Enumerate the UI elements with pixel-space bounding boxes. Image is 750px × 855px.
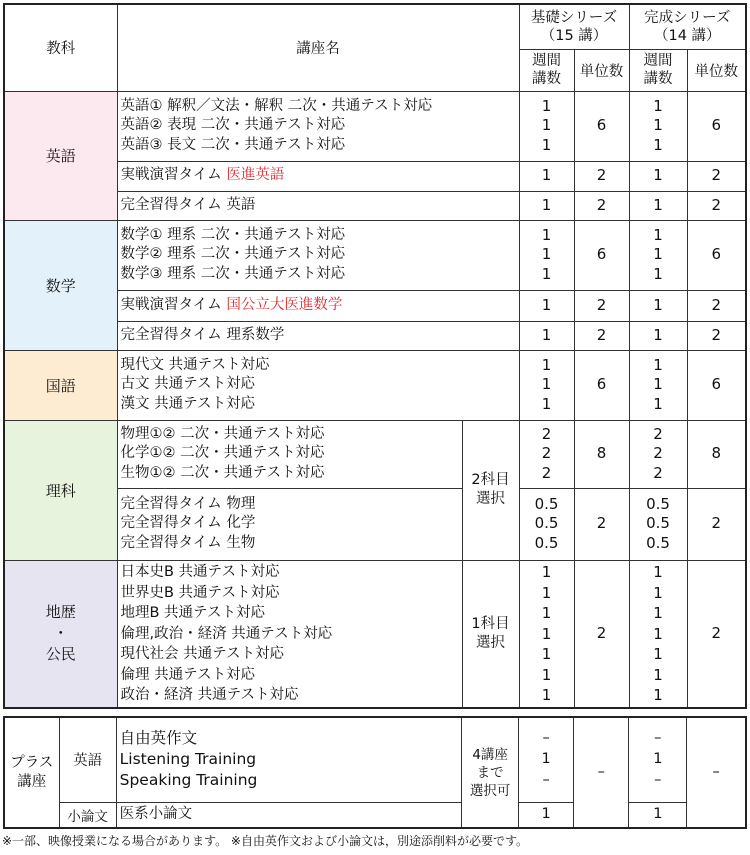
course-name: 化学①② 二次・共通テスト対応 [120,445,325,462]
weekly-count: 2 2 2 [629,420,687,488]
unit-count: 6 [574,91,629,161]
header-subject: 教科 [4,4,117,91]
unit-count: 2 [574,161,629,191]
weekly-count: – 1 – [519,717,574,802]
course-name: 完全習得タイム 化学 [120,515,256,532]
weekly-count: 1 1 1 [629,350,687,420]
unit-count: 2 [574,560,629,708]
weekly-count: 1 [629,161,687,191]
japanese-courses [117,350,519,420]
english-kanzen: 完全習得タイム 英語 [117,191,519,220]
unit-count: 6 [574,220,629,290]
plus-course-table [3,716,747,829]
english-courses [117,91,519,161]
course-name: 漢文 共通テスト対応 [120,395,256,412]
weekly-count: – 1 – [629,717,687,802]
course-name: 数学② 理系 二次・共通テスト対応 [120,246,346,263]
weekly-count: 1 1 1 [519,91,574,161]
subject-math: 数学 [4,220,117,350]
unit-count: 2 [687,191,746,220]
unit-count: – [687,717,746,828]
subject-social: 地歴 ・ 公民 [4,560,117,708]
subject-japanese: 国語 [4,350,117,420]
weekly-count: 2 2 2 [519,420,574,488]
unit-count: 2 [574,290,629,321]
weekly-count: 1 [629,802,687,828]
weekly-count: 1 [519,321,574,350]
math-courses [117,220,519,290]
unit-count: 6 [687,220,746,290]
header-complete-series: 完成シリーズ （14 講） [629,4,746,49]
unit-count: 6 [574,350,629,420]
unit-count: 2 [574,321,629,350]
selection-rule: 4講座 まで 選択可 [462,717,519,828]
weekly-count: 1 1 1 [519,350,574,420]
unit-count: 2 [687,488,746,560]
unit-count: 2 [687,161,746,191]
course-name: 完全習得タイム 生物 [120,534,256,551]
unit-count: 2 [687,321,746,350]
plus-essay-course: 医系小論文 [116,802,461,828]
course-name: 英語② 表現 二次・共通テスト対応 [120,117,346,134]
weekly-count: 1 [629,290,687,321]
course-name: 物理①② 二次・共通テスト対応 [120,425,325,442]
weekly-count: 0.5 0.5 0.5 [629,488,687,560]
unit-count: 2 [574,191,629,220]
unit-count: 6 [687,350,746,420]
highlight-text: 医進英語 [226,167,285,184]
course-name: 生物①② 二次・共通テスト対応 [120,464,325,481]
science-kanzen [117,488,462,560]
unit-count: 8 [687,420,746,488]
plus-english-label: 英語 [59,717,116,802]
plus-essay-label: 小論文 [59,802,116,828]
weekly-count: 1 1 1 [519,220,574,290]
social-courses: 日本史B 共通テスト対応 世界史B 共通テスト対応 地理B 共通テスト対応 倫理,政治・経済 共通テスト対応 現代社会 共通テスト対応 倫理 共通テスト対応 政治・経済 共通テスト対応 [117,560,462,708]
unit-count: 2 [687,560,746,708]
header-units: 単位数 [574,49,629,91]
subject-english: 英語 [4,91,117,220]
subject-science: 理科 [4,420,117,560]
header-units: 単位数 [687,49,746,91]
header-weekly: 週間 講数 [629,49,687,91]
unit-count: 2 [574,488,629,560]
science-courses [117,420,462,488]
header-course: 講座名 [117,4,519,91]
weekly-count: 1 1 1 1 1 1 1 [629,560,687,708]
course-name: 英語③ 長文 二次・共通テスト対応 [120,136,346,153]
header-basic-series: 基礎シリーズ （15 講） [519,4,629,49]
selection-rule: 2科目 選択 [462,420,519,560]
unit-count: 8 [574,420,629,488]
plus-label: プラス 講座 [4,717,59,828]
weekly-count: 1 [519,161,574,191]
curriculum-table [3,3,747,709]
weekly-count: 1 [629,321,687,350]
course-name: 数学① 理系 二次・共通テスト対応 [120,226,346,243]
selection-rule: 1科目 選択 [462,560,519,708]
math-jissen: 実戦演習タイム 国公立大医進数学 [117,290,519,321]
weekly-count: 0.5 0.5 0.5 [519,488,574,560]
plus-english-courses: 自由英作文 Listening Training Speaking Training [116,717,461,802]
footnote: ※一部、映像授業になる場合があります。 ※自由英作文および小論文は，別途添削料が必要です。 [2,834,529,848]
english-jissen: 実戦演習タイム 医進英語 [117,161,519,191]
highlight-text: 国公立大医進数学 [226,296,343,313]
weekly-count: 1 [519,191,574,220]
weekly-count: 1 1 1 1 1 1 1 [519,560,574,708]
math-kanzen: 完全習得タイム 理系数学 [117,321,519,350]
weekly-count: 1 [629,191,687,220]
course-name: 古文 共通テスト対応 [120,376,256,393]
weekly-count: 1 [519,802,574,828]
course-name: 英語① 解釈／文法・解釈 二次・共通テスト対応 [120,97,433,114]
header-weekly: 週間 講数 [519,49,574,91]
course-name: 現代文 共通テスト対応 [120,356,270,373]
course-name: 完全習得タイム 物理 [120,495,256,512]
weekly-count: 1 1 1 [629,220,687,290]
unit-count: 6 [687,91,746,161]
weekly-count: 1 1 1 [629,91,687,161]
unit-count: 2 [687,290,746,321]
weekly-count: 1 [519,290,574,321]
course-name: 数学③ 理系 二次・共通テスト対応 [120,265,346,282]
unit-count: – [574,717,629,828]
